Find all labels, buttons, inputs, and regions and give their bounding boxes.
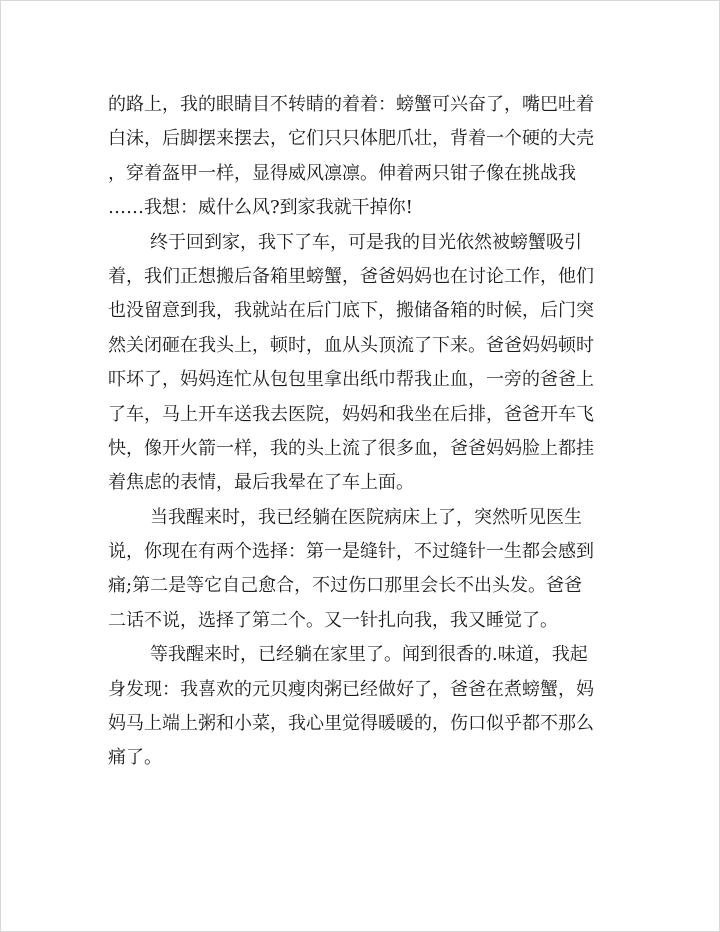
text-line: 白沫，后脚摆来摆去，它们只只体肥爪壮，背着一个硬的大壳 bbox=[108, 128, 594, 150]
text-line: ……我想：威什么风?到家我就干掉你! bbox=[108, 197, 413, 219]
text-line: 身发现：我喜欢的元贝瘦肉粥已经做好了，爸爸在煮螃蟹，妈 bbox=[108, 678, 594, 700]
text-line: 说，你现在有两个选择：第一是缝针，不过缝针一生都会感到 bbox=[108, 541, 594, 563]
paragraph-first-line: 终于回到家，我下了车，可是我的目光依然被螃蟹吸引 bbox=[150, 231, 582, 253]
text-line: 然关闭砸在我头上，顿时，血从头顶流了下来。爸爸妈妈顿时 bbox=[108, 334, 594, 356]
text-line: 了车，马上开车送我去医院，妈妈和我坐在后排，爸爸开车飞 bbox=[108, 403, 594, 425]
paragraph-first-line: 当我醒来时，我已经躺在医院病床上了，突然听见医生 bbox=[150, 506, 582, 528]
text-line: 二话不说，选择了第二个。又一针扎向我，我又睡觉了。 bbox=[108, 609, 558, 631]
text-line: 快，像开火箭一样，我的头上流了很多血，爸爸妈妈脸上都挂 bbox=[108, 437, 594, 459]
text-line: 也没留意到我，我就站在后门底下，搬储备箱的时候，后门突 bbox=[108, 300, 594, 322]
text-line: 痛了。 bbox=[108, 747, 162, 769]
document-body bbox=[108, 88, 618, 776]
text-line: 的路上，我的眼睛目不转睛的着着：螃蟹可兴奋了，嘴巴吐着 bbox=[108, 94, 594, 115]
text-line: ，穿着盔甲一样，显得威风凛凛。伸着两只钳子像在挑战我 bbox=[108, 162, 576, 184]
text-line: 着焦虑的表情，最后我晕在了车上面。 bbox=[108, 472, 414, 494]
paragraph-first-line: 等我醒来时，已经躺在家里了。闻到很香的.味道，我起 bbox=[150, 644, 588, 666]
text-line: 妈马上端上粥和小菜，我心里觉得暖暖的，伤口似乎都不那么 bbox=[108, 713, 594, 735]
text-line: 着，我们正想搬后备箱里螃蟹，爸爸妈妈也在讨论工作，他们 bbox=[108, 265, 594, 287]
text-line: 痛;第二是等它自己愈合，不过伤口那里会长不出头发。爸爸 bbox=[108, 575, 583, 597]
text-line: 吓坏了，妈妈连忙从包包里拿出纸巾帮我止血，一旁的爸爸上 bbox=[108, 369, 594, 391]
